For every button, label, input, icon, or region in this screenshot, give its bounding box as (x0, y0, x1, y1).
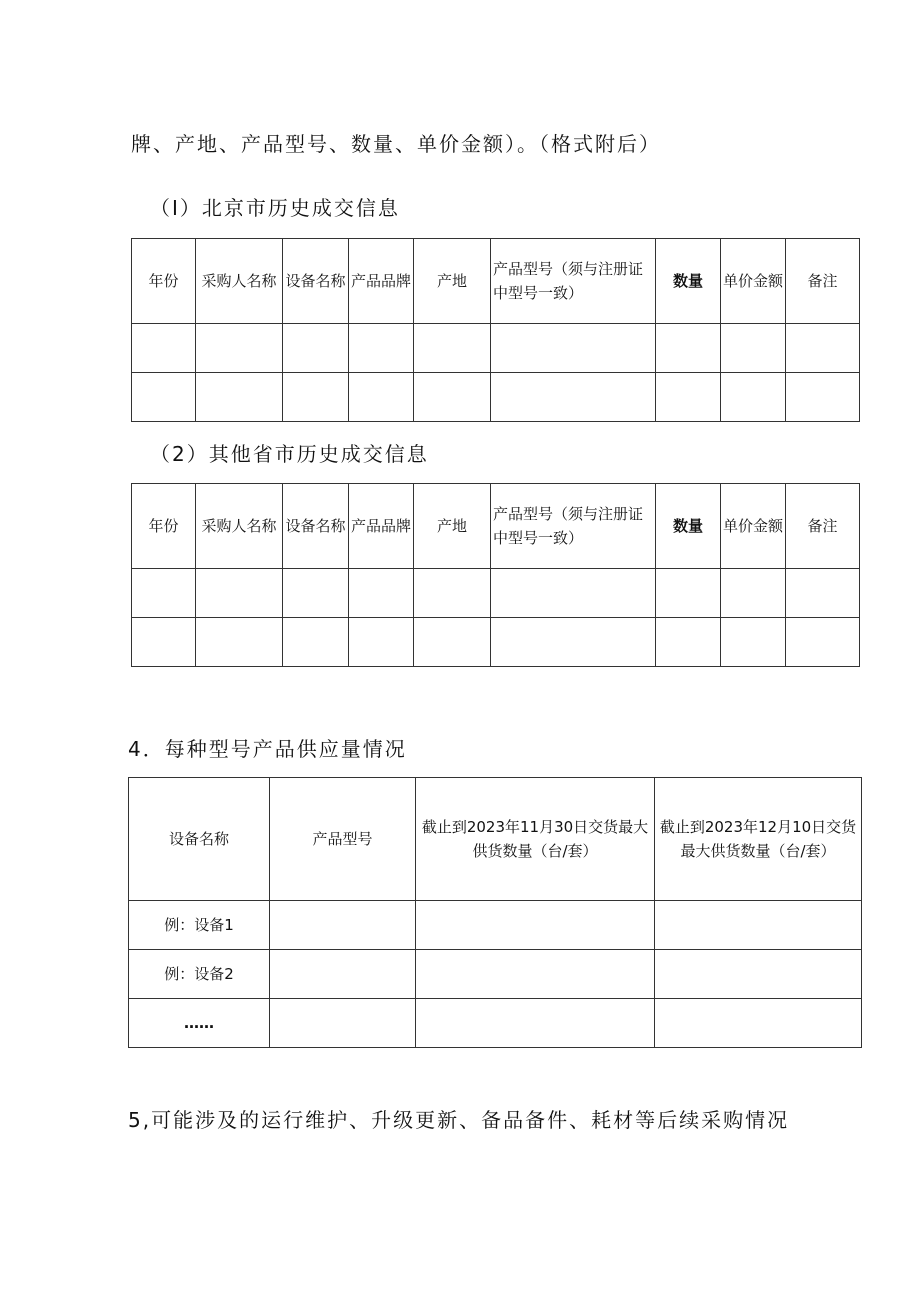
header-cell: 设备名称 (283, 484, 349, 569)
table-cell (655, 901, 862, 950)
table-cell (414, 569, 491, 618)
table-cell (491, 569, 656, 618)
table-cell (655, 950, 862, 999)
table-row (132, 373, 860, 422)
header-cell: 产品品牌 (349, 484, 414, 569)
table-row (129, 901, 862, 950)
table-cell (721, 373, 786, 422)
other-provinces-history-table (131, 483, 860, 667)
table-cell (349, 618, 414, 667)
table-cell (132, 569, 196, 618)
table-cell (786, 373, 860, 422)
table-cell (416, 901, 655, 950)
table-cell (196, 324, 283, 373)
table-cell (416, 999, 655, 1048)
table-cell (283, 373, 349, 422)
header-cell: 设备名称 (129, 778, 270, 901)
table-cell (283, 324, 349, 373)
header-cell: 单价金额 (721, 484, 786, 569)
table-cell (414, 618, 491, 667)
table-cell (349, 373, 414, 422)
header-cell: 采购人名称 (196, 239, 283, 324)
header-cell: 产品型号（须与注册证中型号一致） (491, 239, 656, 324)
table-row (132, 618, 860, 667)
header-cell: 备注 (786, 484, 860, 569)
table-cell (656, 324, 721, 373)
table-cell (414, 324, 491, 373)
table-header-row (132, 239, 860, 324)
table-cell (196, 373, 283, 422)
table-header-row (132, 484, 860, 569)
table-cell (196, 618, 283, 667)
table-cell (132, 618, 196, 667)
section-title-other-provinces: （2）其他省市历史成交信息 (150, 442, 429, 466)
table-cell (721, 324, 786, 373)
table-row (132, 324, 860, 373)
header-cell: 备注 (786, 239, 860, 324)
header-cell: 产地 (414, 484, 491, 569)
table-cell (283, 569, 349, 618)
section-title-supply-volume: 4．每种型号产品供应量情况 (128, 737, 407, 761)
table-cell (656, 618, 721, 667)
table-cell (656, 569, 721, 618)
header-cell: 产品品牌 (349, 239, 414, 324)
table-cell (349, 324, 414, 373)
table-row (129, 950, 862, 999)
table-cell (491, 618, 656, 667)
table-cell (416, 950, 655, 999)
table-cell (349, 569, 414, 618)
table-cell (721, 618, 786, 667)
table-cell (270, 999, 416, 1048)
header-cell: 年份 (132, 239, 196, 324)
table-cell (656, 373, 721, 422)
table-cell (196, 569, 283, 618)
table-cell (491, 324, 656, 373)
supply-volume-table (128, 777, 862, 1048)
beijing-history-table (131, 238, 860, 422)
table-cell (414, 373, 491, 422)
header-cell: 产品型号（须与注册证中型号一致） (491, 484, 656, 569)
table-cell (786, 618, 860, 667)
header-cell: 产品型号 (270, 778, 416, 901)
header-cell: 年份 (132, 484, 196, 569)
header-cell: 截止到2023年11月30日交货最大供货数量（台/套） (416, 778, 655, 901)
header-cell: 产地 (414, 239, 491, 324)
table-cell (491, 373, 656, 422)
table-cell: …… (129, 999, 270, 1048)
table-cell (132, 373, 196, 422)
intro-text: 牌、产地、产品型号、数量、单价金额）。（格式附后） (131, 132, 661, 156)
header-cell: 数量 (656, 484, 721, 569)
header-cell: 设备名称 (283, 239, 349, 324)
header-cell: 截止到2023年12月10日交货最大供货数量（台/套） (655, 778, 862, 901)
table-cell (270, 950, 416, 999)
table-cell (270, 901, 416, 950)
table-cell: 例：设备1 (129, 901, 270, 950)
table-cell (132, 324, 196, 373)
table-cell (283, 618, 349, 667)
header-cell: 采购人名称 (196, 484, 283, 569)
section-title-beijing: （I）北京市历史成交信息 (150, 196, 400, 220)
table-cell (655, 999, 862, 1048)
header-cell: 单价金额 (721, 239, 786, 324)
table-cell (786, 569, 860, 618)
table-cell: 例：设备2 (129, 950, 270, 999)
section-title-follow-up-procurement: 5,可能涉及的运行维护、升级更新、备品备件、耗材等后续采购情况 (128, 1108, 790, 1132)
header-cell: 数量 (656, 239, 721, 324)
table-cell (786, 324, 860, 373)
table-row (132, 569, 860, 618)
table-cell (721, 569, 786, 618)
table-row (129, 999, 862, 1048)
table-header-row (129, 778, 862, 901)
